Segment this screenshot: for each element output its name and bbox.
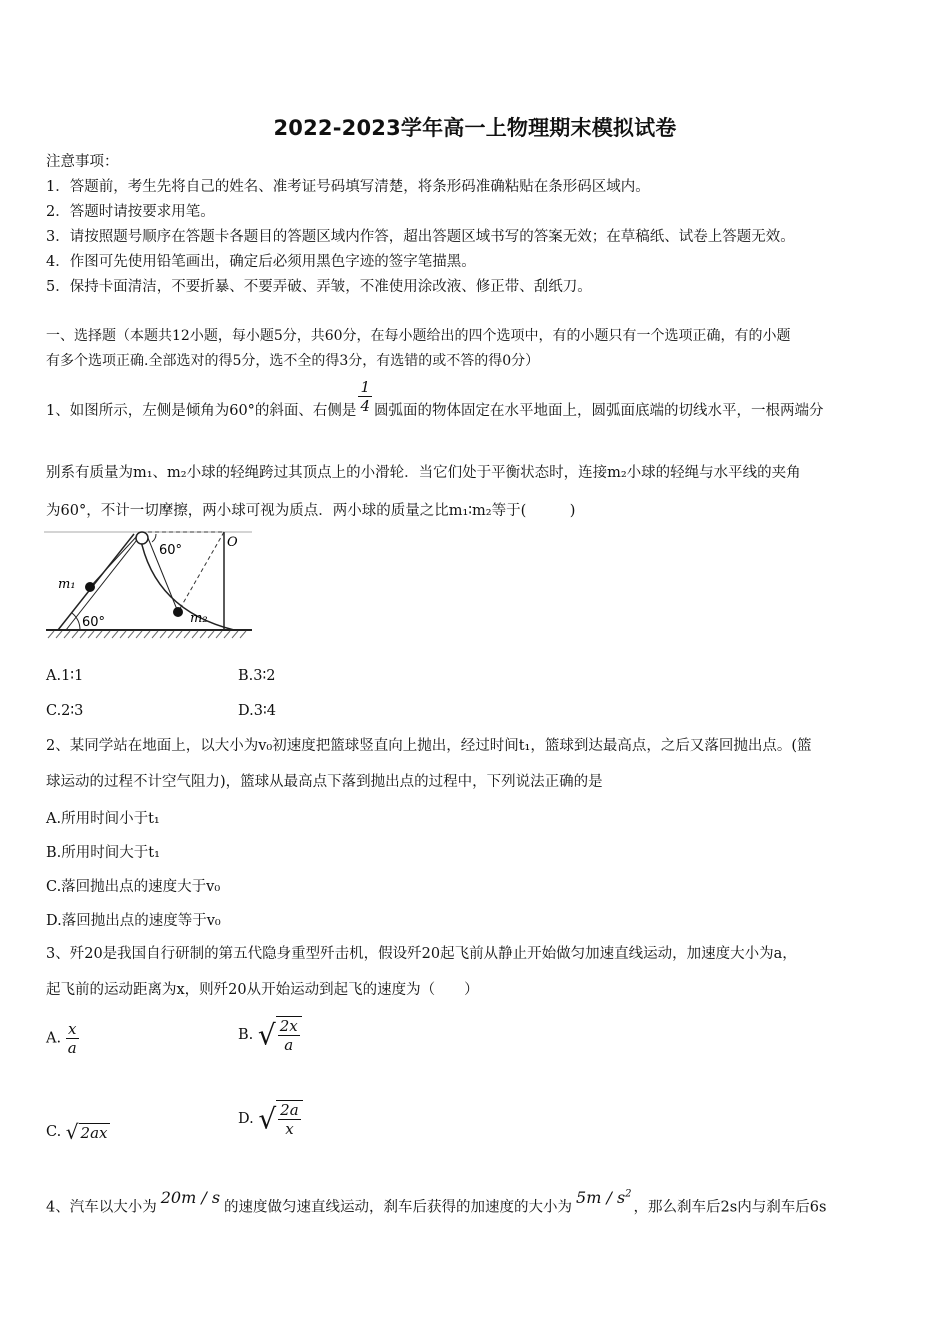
ball-m2 xyxy=(173,607,183,617)
q3-line1: 3、歼20是我国自行研制的第五代隐身重型歼击机，假设歼20起飞前从静止开始做匀加速直线运动，加速度大小为a， xyxy=(46,946,797,962)
option-label: C. xyxy=(46,1124,62,1140)
q2-option-a: A.所用时间小于t₁ xyxy=(46,811,160,827)
ground-hatch xyxy=(48,631,246,638)
section-heading-line1: 一、选择题（本题共12小题，每小题5分，共60分，在每小题给出的四个选项中，有的小题只有一个选项正确，有的小题 xyxy=(46,328,791,344)
notice-item: 3．请按照题号顺序在答题卡各题目的答题区域内作答，超出答题区域书写的答案无效；在草稿纸、试卷上答题无效。 xyxy=(46,229,795,245)
q3-option-a xyxy=(46,1020,79,1057)
option-d-sqrt xyxy=(258,1100,302,1138)
notice-item: 4．作图可先使用铅笔画出，确定后必须用黑色字迹的签字笔描黑。 xyxy=(46,254,476,270)
q2-option-c: C.落回抛出点的速度大于v₀ xyxy=(46,879,221,895)
q1-text-b: 圆弧面的物体固定在水平地面上，圆弧面底端的切线水平，一根两端分 xyxy=(373,403,824,419)
notice-item: 5．保持卡面清洁，不要折暴、不要弄破、弄皱，不准使用涂改液、修正带、刮纸刀。 xyxy=(46,279,592,295)
q1-option-a: A.1∶1 xyxy=(46,668,84,684)
q4-text-c: ，那么刹车后2s内与刹车后6s xyxy=(633,1199,827,1216)
notice-item: 1．答题前，考生先将自己的姓名、准考证号码填写清楚，将条形码准确粘贴在条形码区域内。 xyxy=(46,179,650,195)
fraction-denominator: a xyxy=(284,1036,294,1054)
fraction-numerator: 1 xyxy=(360,377,370,396)
option-c-sqrt xyxy=(66,1120,110,1144)
notice-heading: 注意事项： xyxy=(46,154,119,170)
fraction-numerator: 2a xyxy=(280,1101,299,1119)
option-c-expression: 2ax xyxy=(80,1123,108,1142)
q2-line2: 球运动的过程不计空气阻力)，篮球从最高点下落到抛出点的过程中，下列说法正确的是 xyxy=(46,774,603,790)
q4-text-b: 的速度做匀速直线运动，刹车后获得的加速度的大小为 xyxy=(224,1199,573,1216)
quarter-fraction xyxy=(358,378,372,415)
radius-dashed xyxy=(178,532,224,612)
q1-option-b: B.3∶2 xyxy=(238,668,276,684)
q4-accel xyxy=(576,1188,632,1207)
q2-option-b: B.所用时间大于t₁ xyxy=(46,845,160,861)
label-m1: m₁ xyxy=(58,577,76,592)
q3-option-d xyxy=(238,1100,303,1138)
top-angle-arc xyxy=(152,534,156,542)
option-label: B. xyxy=(238,1027,254,1043)
section-heading-line2: 有多个选项正确.全部选对的得5分，选不全的得3分，有选错的或不答的得0分） xyxy=(46,353,540,369)
q4-accel-value: 5m / s xyxy=(576,1188,626,1208)
q1-option-c: C.2∶3 xyxy=(46,703,84,719)
fraction-denominator: x xyxy=(285,1120,294,1138)
q1-line1 xyxy=(46,377,824,421)
pulley xyxy=(136,532,148,544)
q4-text-a: 4、汽车以大小为 xyxy=(46,1199,157,1216)
q2-option-d: D.落回抛出点的速度等于v₀ xyxy=(46,913,221,929)
q4-speed: 20m / s xyxy=(160,1188,221,1208)
option-label: A. xyxy=(46,1030,62,1047)
label-m2: m₂ xyxy=(190,611,208,626)
q3-option-c xyxy=(46,1120,110,1144)
incline-arc-figure xyxy=(44,530,254,642)
option-d-fraction xyxy=(278,1101,301,1138)
page-title: 2022-2023学年高一上物理期末模拟试卷 xyxy=(273,116,677,140)
q3-line2: 起飞前的运动距离为x，则歼20从开始运动到起飞的速度为（ ） xyxy=(46,982,479,998)
fraction-denominator: a xyxy=(67,1039,77,1057)
fraction-numerator: x xyxy=(66,1020,79,1039)
label-angle-top: 60° xyxy=(159,543,183,558)
sqrt-icon: √ xyxy=(258,1102,277,1136)
q3-option-b xyxy=(238,1016,302,1054)
fraction-numerator: 2x xyxy=(279,1017,298,1035)
option-b-sqrt xyxy=(258,1016,302,1054)
ball-m1 xyxy=(85,582,95,592)
q1-text-a: 1、如图所示，左侧是倾角为60°的斜面、右侧是 xyxy=(46,403,357,419)
option-b-fraction xyxy=(278,1017,300,1054)
label-angle-bottom: 60° xyxy=(82,615,106,630)
q1-line3: 为60°，不计一切摩擦，两小球可视为质点．两小球的质量之比m₁∶m₂等于( ) xyxy=(46,503,576,519)
option-label: D. xyxy=(238,1111,254,1127)
arc-surface xyxy=(140,536,234,630)
label-o: O xyxy=(227,535,238,550)
fraction-denominator: 4 xyxy=(360,396,370,415)
sqrt-icon: √ xyxy=(65,1120,79,1144)
rope-m1 xyxy=(90,536,137,587)
option-a-fraction xyxy=(66,1020,79,1057)
q4-line1 xyxy=(46,1188,827,1217)
q4-accel-exponent: 2 xyxy=(625,1189,632,1200)
q2-line1: 2、某同学站在地面上，以大小为v₀初速度把篮球竖直向上抛出，经过时间t₁，篮球到达最高点，之后又落回抛出点。(篮 xyxy=(46,738,812,754)
q1-option-d: D.3∶4 xyxy=(238,703,276,719)
q1-line2: 别系有质量为m₁、m₂小球的轻绳跨过其顶点上的小滑轮．当它们处于平衡状态时，连接m₂小球的轻绳与水平线的夹角 xyxy=(46,465,801,481)
notice-item: 2．答题时请按要求用笔。 xyxy=(46,204,215,220)
sqrt-icon: √ xyxy=(257,1018,276,1052)
